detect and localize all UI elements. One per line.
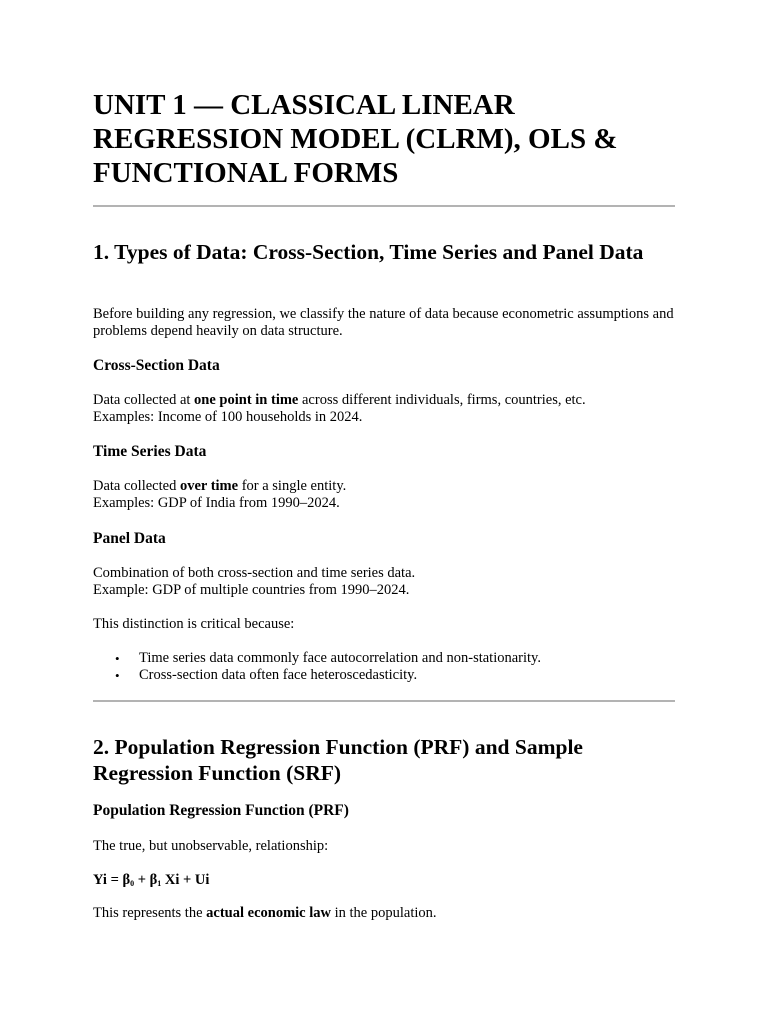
divider	[93, 700, 675, 702]
list-item: • Time series data commonly face autocorrelation and non-stationarity.	[93, 650, 541, 667]
page-title: UNIT 1 — CLASSICAL LINEAR REGRESSION MODEL (CLRM), OLS & FUNCTIONAL FORMS	[93, 89, 618, 189]
section-1-intro: Before building any regression, we classify the nature of data because econometric assumptions and problems depend heavily on data structure.	[93, 306, 674, 339]
emphasis: one point in time	[194, 392, 299, 408]
panel-data-description: Combination of both cross-section and time series data. Example: GDP of multiple countries from 1990–2024.	[93, 565, 416, 598]
list-item: • Cross-section data often face heteroscedasticity.	[93, 667, 541, 684]
prf-law-text: This represents the actual economic law in the population.	[93, 905, 437, 921]
emphasis: over time	[179, 478, 239, 494]
prf-intro: The true, but unobservable, relationship:	[93, 838, 329, 854]
prf-heading: Population Regression Function (PRF)	[93, 802, 349, 819]
panel-data-heading: Panel Data	[93, 530, 166, 547]
section-1-heading: 1. Types of Data: Cross-Section, Time Series and Panel Data	[93, 240, 644, 264]
bullet-list	[93, 650, 541, 684]
distinction-text: This distinction is critical because:	[93, 616, 295, 632]
divider	[93, 205, 675, 207]
section-2-heading: 2. Population Regression Function (PRF) and Sample Regression Function (SRF)	[93, 735, 583, 785]
cross-section-heading: Cross-Section Data	[93, 357, 220, 374]
time-series-heading: Time Series Data	[93, 443, 207, 460]
time-series-description: Data collected over time for a single entity. Examples: GDP of India from 1990–2024.	[93, 478, 347, 511]
emphasis: actual economic law	[206, 905, 331, 921]
prf-equation: $Yi = \beta_0 + \beta_1$ Xi + Ui	[93, 872, 210, 888]
cross-section-description: Data collected at one point in time across different individuals, firms, countries, etc. Examples: Income of 100 households in 2024.	[93, 392, 586, 425]
